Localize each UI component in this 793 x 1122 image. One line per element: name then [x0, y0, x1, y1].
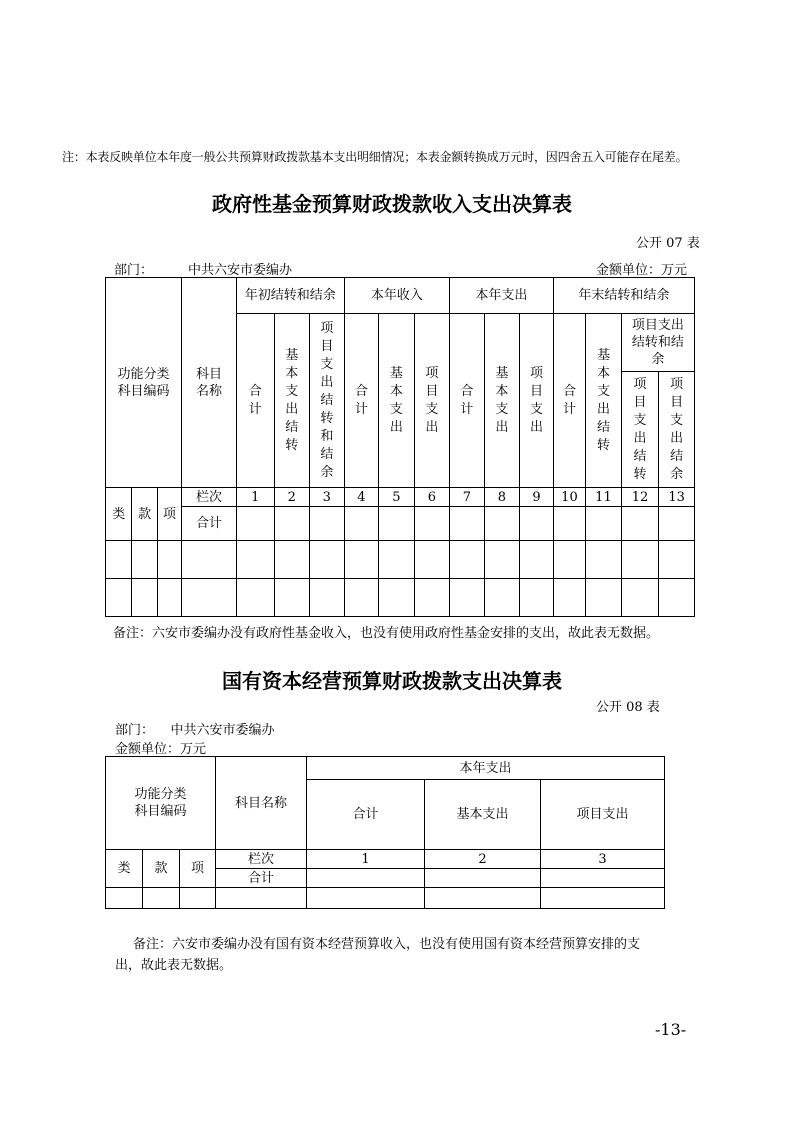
h-lanci: 栏次 — [182, 488, 237, 507]
h-total: 合计 — [553, 314, 585, 488]
h-proj: 项目支出 — [414, 314, 450, 488]
h-proj: 项目支出 — [541, 780, 665, 850]
col-num: 1 — [307, 850, 425, 869]
table08 — [105, 756, 665, 909]
table08-unit: 金额单位：万元 — [115, 742, 207, 757]
h-kuan: 款 — [143, 850, 180, 888]
h-expense: 本年支出 — [450, 278, 554, 314]
row-total-label: 合计 — [182, 507, 237, 541]
col-num: 1 — [236, 488, 274, 507]
h-lanci: 栏次 — [216, 850, 307, 869]
col-num: 7 — [450, 488, 485, 507]
h-proj-carry: 项目支出结转 — [621, 372, 659, 488]
h-proj-carry-bal: 项目支出结转和结余 — [621, 314, 694, 372]
col-num: 11 — [586, 488, 622, 507]
h-basic-carry: 基本支出结转 — [274, 314, 310, 488]
h-basic-carry: 基本支出结转 — [586, 314, 622, 488]
col-num: 5 — [379, 488, 415, 507]
table08-dept: 部门： 中共六安市委编办 — [115, 723, 275, 738]
h-basic: 基本支出 — [425, 780, 541, 850]
h-xiang: 项 — [157, 488, 181, 541]
col-num: 8 — [484, 488, 520, 507]
h-total: 合计 — [236, 314, 274, 488]
col-num: 3 — [541, 850, 665, 869]
h-income: 本年收入 — [344, 278, 450, 314]
table07-code: 公开 07 表 — [636, 236, 700, 251]
top-note: 注：本表反映单位本年度一般公共预算财政拨款基本支出明细情况；本表金额转换成万元时，因四舍五入可能存在尾差。 — [62, 150, 688, 164]
table08-remark-line1: 备注：六安市委编办没有国有资本经营预算收入，也没有使用国有资本经营预算安排的支 — [133, 937, 641, 952]
page-number: -13- — [655, 1020, 687, 1039]
col-num: 2 — [274, 488, 310, 507]
col-num: 3 — [310, 488, 345, 507]
h-total: 合计 — [344, 314, 379, 488]
row-total-label: 合计 — [216, 869, 307, 888]
h-subject-name: 科目名称 — [182, 278, 237, 488]
col-num: 9 — [520, 488, 554, 507]
col-num: 4 — [344, 488, 379, 507]
table-row — [106, 888, 665, 909]
table07-remark: 备注：六安市委编办没有政府性基金收入，也没有使用政府性基金安排的支出，故此表无数据。 — [113, 626, 660, 641]
table08-code: 公开 08 表 — [596, 700, 660, 715]
h-proj: 项目支出 — [520, 314, 554, 488]
table07-dept-label: 部门： — [114, 263, 154, 278]
table07 — [105, 277, 695, 617]
col-num: 10 — [553, 488, 585, 507]
h-func-code: 功能分类科目编码 — [106, 757, 216, 850]
h-lei: 类 — [106, 488, 132, 541]
table07-dept-value: 中共六安市委编办 — [188, 263, 293, 278]
table-row — [106, 579, 695, 617]
h-expense: 本年支出 — [307, 757, 665, 780]
h-func-code: 功能分类科目编码 — [106, 278, 182, 488]
h-proj-carry-bal: 项目支出结转和结余 — [310, 314, 345, 488]
h-lei: 类 — [106, 850, 143, 888]
table-row — [106, 541, 695, 579]
col-num: 6 — [414, 488, 450, 507]
h-basic: 基本支出 — [379, 314, 415, 488]
h-total: 合计 — [450, 314, 485, 488]
h-end-balance: 年末结转和结余 — [553, 278, 694, 314]
h-xiang: 项 — [180, 850, 216, 888]
table08-remark-line2: 出，故此表无数据。 — [115, 958, 233, 973]
col-num: 12 — [621, 488, 659, 507]
h-subject-name: 科目名称 — [216, 757, 307, 850]
h-basic: 基本支出 — [484, 314, 520, 488]
table08-title: 国有资本经营预算财政拨款支出决算表 — [222, 669, 562, 693]
col-num: 13 — [659, 488, 695, 507]
col-num: 2 — [425, 850, 541, 869]
h-kuan: 款 — [132, 488, 157, 541]
table07-unit: 金额单位：万元 — [596, 263, 688, 278]
h-proj-bal: 项目支出结余 — [659, 372, 695, 488]
table07-title: 政府性基金预算财政拨款收入支出决算表 — [212, 192, 572, 216]
h-total: 合计 — [307, 780, 425, 850]
h-begin-balance: 年初结转和结余 — [236, 278, 344, 314]
